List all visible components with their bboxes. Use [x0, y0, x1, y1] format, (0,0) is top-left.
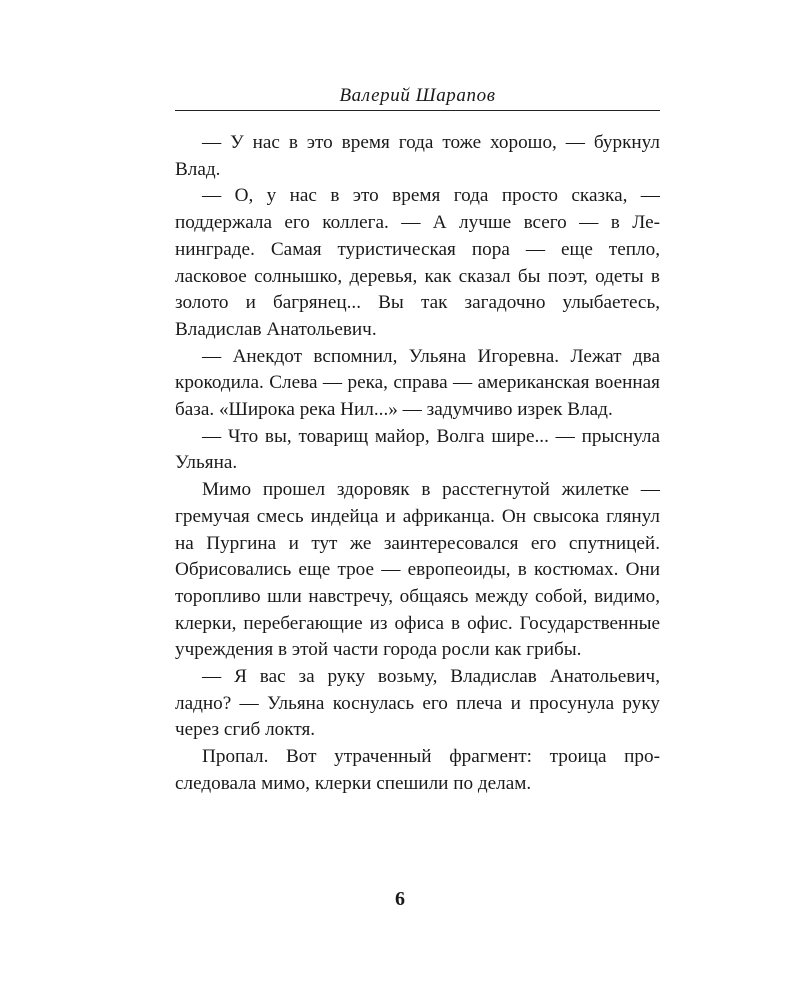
paragraph: — Анекдот вспомнил, Ульяна Игоревна. Лежат два крокодила. Слева — река, справа — американская военная база. «Широка река Нил...» — задумчиво изрек Влад.: [175, 345, 660, 421]
book-page: [175, 84, 660, 798]
paragraph: — Что вы, товарищ майор, Волга шире... — прыснула Ульяна.: [175, 425, 660, 474]
paragraph: Мимо прошел здоровяк в расстегнутой жилетке — гремучая смесь индейца и африканца. Он свысока глянул на Пургина и тут же заинтересовался его спутницей. Обрисовались еще трое — европеоиды, в костюмах. Они торопливо шли навстречу, общаясь между собой, видимо, клерки, перебегающие из офиса в офис. Государственные учреждения в этой части города росли как грибы.: [175, 479, 660, 661]
body-text: [175, 130, 660, 798]
page-number: 6: [395, 888, 405, 910]
paragraph: — О, у нас в это время года просто сказка, — поддержала его коллега. — А лучше всего — в Ленинграде. Самая туристическая пора — еще тепло, ласковое солнышко, деревья, как сказал бы поэт, одеты в золото и багрянец... Вы так загадочно улыбаетесь, Владислав Анатольевич.: [175, 185, 660, 340]
paragraph: — Я вас за руку возьму, Владислав Анатольевич, ладно? — Ульяна коснулась его плеча и просунула руку через сгиб локтя.: [175, 666, 660, 741]
paragraph: — У нас в это время года тоже хорошо, — буркнул Влад.: [175, 132, 660, 180]
paragraph: Пропал. Вот утраченный фрагмент: троица проследовала мимо, клерки спешили по делам.: [175, 746, 660, 794]
header-rule: [175, 110, 660, 111]
running-head-author: Валерий Шарапов: [339, 85, 496, 106]
